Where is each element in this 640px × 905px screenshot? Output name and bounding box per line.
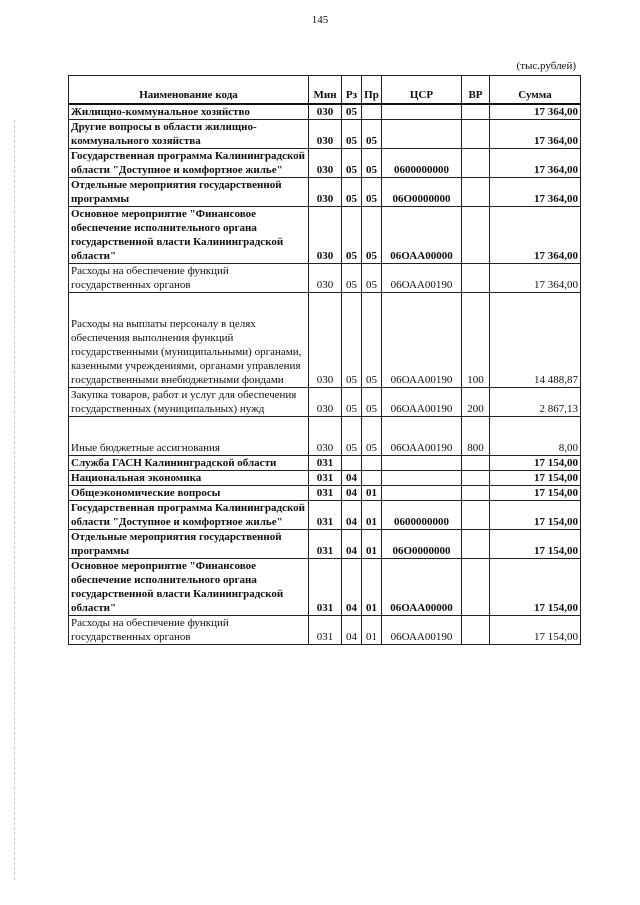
table-row xyxy=(69,616,581,645)
cell-rz: 04 xyxy=(342,471,362,486)
cell-sum: 17 154,00 xyxy=(490,456,581,471)
cell-pr: 05 xyxy=(362,149,382,178)
cell-pr: 01 xyxy=(362,486,382,501)
cell-csr: 06ОАА00000 xyxy=(382,559,462,616)
cell-name: Государственная программа Калининградской области "Доступное и комфортное жилье" xyxy=(69,501,309,530)
table-row xyxy=(69,486,581,501)
cell-pr xyxy=(362,456,382,471)
cell-vr xyxy=(462,178,490,207)
cell-min: 030 xyxy=(309,293,342,388)
cell-sum: 17 154,00 xyxy=(490,501,581,530)
cell-name: Основное мероприятие "Финансовое обеспечение исполнительного органа государственной власти Калининградской области" xyxy=(69,207,309,264)
cell-csr: 06ОАА00000 xyxy=(382,207,462,264)
cell-name: Государственная программа Калининградской области "Доступное и комфортное жилье" xyxy=(69,149,309,178)
cell-min: 030 xyxy=(309,417,342,456)
cell-sum: 17 154,00 xyxy=(490,486,581,501)
table-row xyxy=(69,120,581,149)
table-row xyxy=(69,178,581,207)
cell-rz: 05 xyxy=(342,178,362,207)
cell-pr: 05 xyxy=(362,207,382,264)
cell-name: Служба ГАСН Калининградской области xyxy=(69,456,309,471)
table-row xyxy=(69,104,581,120)
cell-sum: 17 364,00 xyxy=(490,120,581,149)
cell-min: 031 xyxy=(309,486,342,501)
table-row xyxy=(69,388,581,417)
cell-vr xyxy=(462,149,490,178)
cell-vr: 100 xyxy=(462,293,490,388)
cell-name: Отдельные мероприятия государственной программы xyxy=(69,530,309,559)
table-row xyxy=(69,417,581,456)
cell-min: 030 xyxy=(309,264,342,293)
cell-rz xyxy=(342,456,362,471)
cell-rz: 04 xyxy=(342,559,362,616)
cell-csr xyxy=(382,486,462,501)
cell-vr: 200 xyxy=(462,388,490,417)
header-sum: Сумма xyxy=(490,76,581,105)
cell-min: 030 xyxy=(309,149,342,178)
table-row xyxy=(69,559,581,616)
cell-vr xyxy=(462,486,490,501)
cell-name: Отдельные мероприятия государственной программы xyxy=(69,178,309,207)
cell-min: 031 xyxy=(309,530,342,559)
cell-min: 031 xyxy=(309,501,342,530)
cell-name: Иные бюджетные ассигнования xyxy=(69,417,309,456)
cell-min: 031 xyxy=(309,471,342,486)
cell-csr: 06ОАА00190 xyxy=(382,264,462,293)
cell-vr xyxy=(462,530,490,559)
cell-name: Закупка товаров, работ и услуг для обеспечения государственных (муниципальных) нужд xyxy=(69,388,309,417)
page-number: 145 xyxy=(311,14,329,26)
cell-pr: 01 xyxy=(362,501,382,530)
cell-sum: 8,00 xyxy=(490,417,581,456)
cell-csr xyxy=(382,471,462,486)
header-pr: Пр xyxy=(362,76,382,105)
cell-vr xyxy=(462,207,490,264)
cell-pr: 01 xyxy=(362,559,382,616)
cell-name: Жилищно-коммунальное хозяйство xyxy=(69,104,309,120)
cell-rz: 05 xyxy=(342,207,362,264)
cell-csr: 0600000000 xyxy=(382,149,462,178)
cell-rz: 05 xyxy=(342,104,362,120)
cell-sum: 17 364,00 xyxy=(490,104,581,120)
unit-note: (тыс.рублей) xyxy=(516,60,576,72)
header-name: Наименование кода xyxy=(69,76,309,105)
cell-rz: 04 xyxy=(342,501,362,530)
table-row xyxy=(69,501,581,530)
cell-min: 030 xyxy=(309,207,342,264)
table-row xyxy=(69,293,581,388)
cell-name: Основное мероприятие "Финансовое обеспечение исполнительного органа государственной власти Калининградской области" xyxy=(69,559,309,616)
cell-sum: 17 154,00 xyxy=(490,616,581,645)
cell-pr: 05 xyxy=(362,293,382,388)
margin-line xyxy=(14,120,15,880)
cell-pr: 01 xyxy=(362,530,382,559)
table-header-row xyxy=(69,76,581,105)
cell-pr: 05 xyxy=(362,388,382,417)
cell-csr: 06ОАА00190 xyxy=(382,293,462,388)
cell-csr: 06О0000000 xyxy=(382,178,462,207)
cell-vr xyxy=(462,104,490,120)
cell-pr: 05 xyxy=(362,417,382,456)
cell-pr: 01 xyxy=(362,616,382,645)
header-csr: ЦСР xyxy=(382,76,462,105)
table-row xyxy=(69,149,581,178)
cell-name: Расходы на выплаты персоналу в целях обеспечения выполнения функций государственными (муниципальными) органами, казенными учреждениями, органами управления государственными внебюджетными фондами xyxy=(69,293,309,388)
cell-sum: 17 364,00 xyxy=(490,149,581,178)
cell-min: 031 xyxy=(309,559,342,616)
cell-name: Национальная экономика xyxy=(69,471,309,486)
cell-pr xyxy=(362,471,382,486)
cell-csr: 0600000000 xyxy=(382,501,462,530)
cell-min: 030 xyxy=(309,120,342,149)
cell-vr xyxy=(462,456,490,471)
budget-table xyxy=(68,75,581,645)
cell-sum: 17 364,00 xyxy=(490,178,581,207)
table-row xyxy=(69,264,581,293)
cell-csr: 06ОАА00190 xyxy=(382,388,462,417)
cell-sum: 2 867,13 xyxy=(490,388,581,417)
cell-sum: 17 154,00 xyxy=(490,559,581,616)
cell-rz: 05 xyxy=(342,264,362,293)
cell-name: Расходы на обеспечение функций государственных органов xyxy=(69,616,309,645)
cell-vr xyxy=(462,501,490,530)
cell-vr: 800 xyxy=(462,417,490,456)
cell-name: Другие вопросы в области жилищно-коммунального хозяйства xyxy=(69,120,309,149)
cell-rz: 04 xyxy=(342,616,362,645)
table-body xyxy=(69,104,581,645)
cell-rz: 05 xyxy=(342,293,362,388)
cell-sum: 17 154,00 xyxy=(490,471,581,486)
cell-rz: 04 xyxy=(342,530,362,559)
cell-min: 030 xyxy=(309,104,342,120)
header-min: Мин xyxy=(309,76,342,105)
cell-sum: 14 488,87 xyxy=(490,293,581,388)
table-row xyxy=(69,530,581,559)
cell-csr: 06О0000000 xyxy=(382,530,462,559)
header-rz: Рз xyxy=(342,76,362,105)
cell-min: 031 xyxy=(309,616,342,645)
cell-csr: 06ОАА00190 xyxy=(382,616,462,645)
cell-vr xyxy=(462,264,490,293)
cell-pr: 05 xyxy=(362,178,382,207)
cell-vr xyxy=(462,559,490,616)
cell-vr xyxy=(462,616,490,645)
cell-rz: 04 xyxy=(342,486,362,501)
table-row xyxy=(69,456,581,471)
table-row xyxy=(69,471,581,486)
cell-vr xyxy=(462,120,490,149)
cell-csr xyxy=(382,120,462,149)
cell-vr xyxy=(462,471,490,486)
cell-rz: 05 xyxy=(342,417,362,456)
cell-pr: 05 xyxy=(362,264,382,293)
cell-sum: 17 364,00 xyxy=(490,207,581,264)
table-row xyxy=(69,207,581,264)
cell-name: Расходы на обеспечение функций государственных органов xyxy=(69,264,309,293)
cell-sum: 17 154,00 xyxy=(490,530,581,559)
cell-csr xyxy=(382,104,462,120)
cell-min: 031 xyxy=(309,456,342,471)
cell-pr: 05 xyxy=(362,120,382,149)
cell-rz: 05 xyxy=(342,388,362,417)
cell-min: 030 xyxy=(309,178,342,207)
cell-sum: 17 364,00 xyxy=(490,264,581,293)
cell-csr xyxy=(382,456,462,471)
cell-csr: 06ОАА00190 xyxy=(382,417,462,456)
cell-rz: 05 xyxy=(342,120,362,149)
cell-pr xyxy=(362,104,382,120)
header-vr: ВР xyxy=(462,76,490,105)
cell-min: 030 xyxy=(309,388,342,417)
cell-name: Общеэкономические вопросы xyxy=(69,486,309,501)
cell-rz: 05 xyxy=(342,149,362,178)
